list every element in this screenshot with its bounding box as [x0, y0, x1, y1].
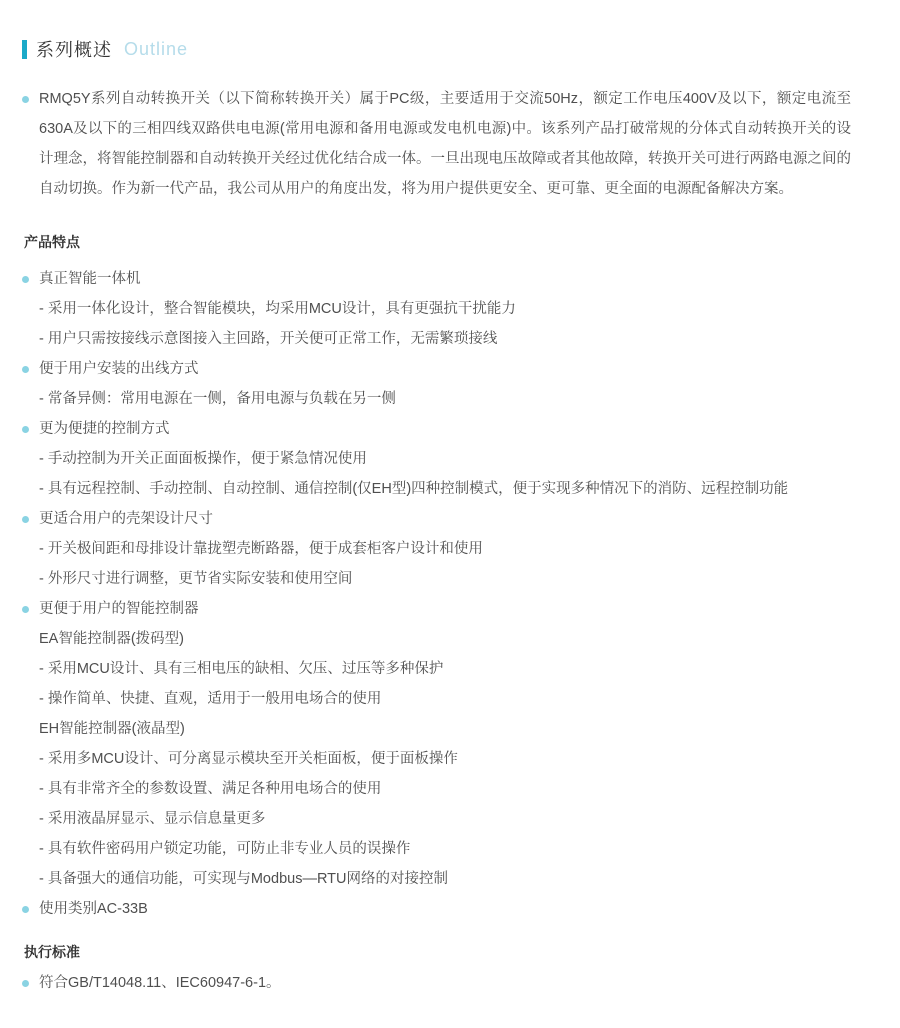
list-item: [22, 324, 876, 354]
series-intro-paragraph: [22, 84, 876, 204]
list-item-text: - 手动控制为开关正面面板操作，便于紧急情况使用: [39, 451, 367, 467]
list-item: [22, 804, 876, 834]
list-item: [22, 504, 876, 534]
list-item-text: 更适合用户的壳架设计尺寸: [39, 511, 213, 527]
list-item-text: - 具有远程控制、手动控制、自动控制、通信控制(仅EH型)四种控制模式，便于实现多种情况下的消防、远程控制功能: [39, 481, 789, 497]
list-item-text: - 采用多MCU设计、可分离显示模块至开关柜面板，便于面板操作: [39, 751, 458, 767]
bullet-icon: [22, 426, 29, 433]
list-item: [22, 774, 876, 804]
accent-bar-icon: [22, 40, 27, 59]
page-title-english: Outline: [124, 38, 189, 59]
standards-list: [22, 968, 876, 998]
list-item-text: - 采用一体化设计，整合智能模块，均采用MCU设计，具有更强抗干扰能力: [39, 301, 516, 317]
list-item: [22, 384, 876, 414]
list-item-text: - 操作简单、快捷、直观，适用于一般用电场合的使用: [39, 691, 382, 707]
bullet-icon: [22, 516, 29, 523]
list-item: [22, 294, 876, 324]
bullet-icon: [22, 96, 29, 103]
list-item: [22, 264, 876, 294]
bullet-icon: [22, 276, 29, 283]
list-item-text: - 用户只需按接线示意图接入主回路，开关便可正常工作，无需繁琐接线: [39, 331, 498, 347]
list-item: [22, 474, 876, 504]
list-item-text: 便于用户安装的出线方式: [39, 361, 199, 377]
list-item: [22, 624, 876, 654]
list-item-text: - 具备强大的通信功能，可实现与Modbus—RTU网络的对接控制: [39, 871, 448, 887]
list-item: [22, 414, 876, 444]
list-item-text: 真正智能一体机: [39, 271, 141, 287]
list-item-text: - 具有软件密码用户锁定功能，可防止非专业人员的误操作: [39, 841, 411, 857]
list-item-text: - 具有非常齐全的参数设置、满足各种用电场合的使用: [39, 781, 382, 797]
bullet-icon: [22, 980, 29, 987]
bullet-icon: [22, 606, 29, 613]
bullet-icon: [22, 906, 29, 913]
section-header: [22, 38, 876, 60]
bullet-icon: [22, 366, 29, 373]
list-item: [22, 534, 876, 564]
list-item-text: 使用类别AC-33B: [39, 901, 148, 917]
list-item-text: - 采用MCU设计、具有三相电压的缺相、欠压、过压等多种保护: [39, 661, 444, 677]
features-list: [22, 264, 876, 924]
list-item: [22, 654, 876, 684]
list-item: [22, 564, 876, 594]
list-item: [22, 354, 876, 384]
list-item-text: - 外形尺寸进行调整，更节省实际安装和使用空间: [39, 571, 353, 587]
list-item: [22, 684, 876, 714]
list-item-text: 符合GB/T14048.11、IEC60947-6-1。: [39, 975, 281, 991]
list-item-text: - 常备异侧：常用电源在一侧，备用电源与负载在另一侧: [39, 391, 396, 407]
list-item: [22, 594, 876, 624]
list-item-text: - 开关极间距和母排设计靠拢塑壳断路器，便于成套柜客户设计和使用: [39, 541, 483, 557]
list-item: [22, 864, 876, 894]
list-item-text: - 采用液晶屏显示、显示信息量更多: [39, 811, 266, 827]
list-item: [22, 744, 876, 774]
list-item: [22, 894, 876, 924]
list-item-text: 更便于用户的智能控制器: [39, 601, 199, 617]
list-item-text: EA智能控制器(拨码型): [39, 631, 184, 647]
list-item: [22, 834, 876, 864]
series-intro-text: RMQ5Y系列自动转换开关（以下简称转换开关）属于PC级，主要适用于交流50Hz，额定工作电压400V及以下，额定电流至630A及以下的三相四线双路供电电源(常用电源和备用电源或发电机电源)中。该系列产品打破常规的分体式自动转换开关的设计理念，将智能控制器和自动转换开关经过优化结合成一体。一旦出现电压故障或者其他故障，转换开关可进行两路电源之间的自动切换。作为新一代产品，我公司从用户的角度出发，将为用户提供更安全、更可靠、更全面的电源配备解决方案。: [39, 91, 851, 197]
list-item-text: 更为便捷的控制方式: [39, 421, 170, 437]
list-item: [22, 968, 876, 998]
list-item-text: EH智能控制器(液晶型): [39, 721, 185, 737]
list-item: [22, 714, 876, 744]
features-heading: 产品特点: [24, 234, 80, 250]
list-item: [22, 444, 876, 474]
page-title: 系列概述: [36, 40, 112, 60]
standards-heading: 执行标准: [24, 944, 80, 960]
